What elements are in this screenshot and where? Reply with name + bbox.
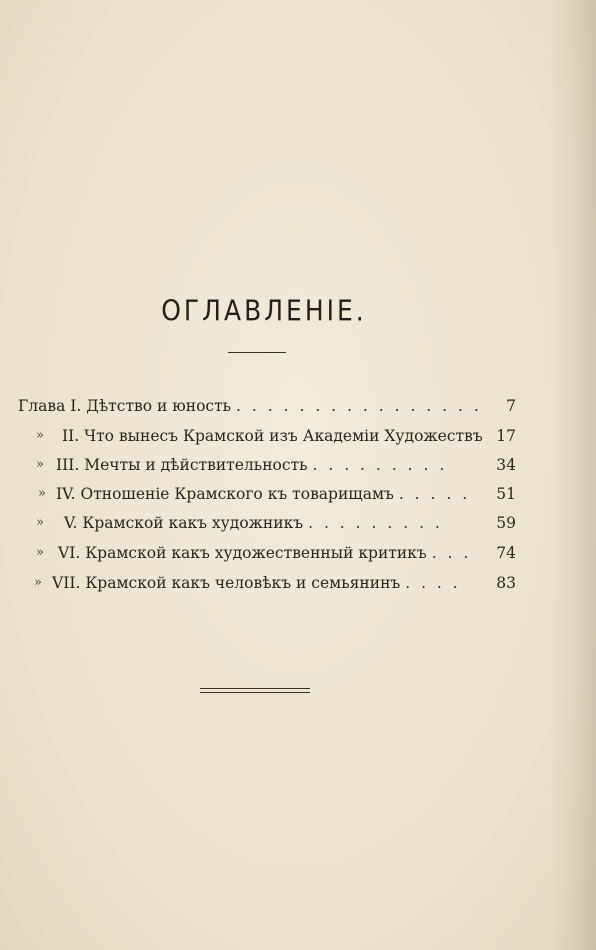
ditto-mark: » — [34, 575, 42, 590]
page-edge-shadow — [550, 0, 596, 950]
toc-chapter-title: Дѣтство и юность — [86, 397, 232, 415]
toc-leader-dots: . . . — [431, 544, 472, 562]
toc-page-number: 83 — [496, 574, 516, 592]
toc-chapter-label: III. — [56, 456, 80, 474]
toc-entry — [38, 480, 516, 508]
toc-entry — [34, 569, 516, 597]
toc-chapter-label: IV. — [56, 485, 76, 503]
toc-chapter-label: Глава I. — [18, 397, 82, 415]
toc-chapter-label: V. — [64, 514, 78, 532]
toc-chapter-title: Крамской какъ художникъ — [82, 514, 304, 532]
toc-chapter-title: Мечты и дѣйствительность — [84, 456, 308, 474]
toc-chapter-title: Крамской какъ художественный критикъ — [85, 544, 427, 562]
toc-leader-dots: . . . . — [405, 574, 461, 592]
toc-entry — [36, 451, 516, 479]
ditto-mark: » — [36, 515, 44, 530]
page-title: ОГЛАВЛЕНІЕ. — [161, 293, 367, 328]
toc-leader-dots: . . . . . . . . . — [312, 456, 448, 474]
ditto-mark: » — [36, 545, 44, 560]
ditto-mark: » — [36, 428, 44, 443]
toc-entry — [36, 539, 516, 567]
toc-page-number: 17 — [496, 427, 516, 445]
toc-page-number: 59 — [496, 514, 516, 532]
toc-chapter-label: VII. — [52, 574, 81, 592]
title-divider — [228, 352, 286, 353]
toc-leader-dots: . . . . . . . . . — [308, 514, 443, 532]
toc-page-number: 7 — [506, 397, 516, 415]
toc-page-number: 34 — [496, 456, 516, 474]
toc-page-number: 51 — [496, 485, 516, 503]
toc-leader-dots: . . . . . — [398, 485, 471, 503]
ditto-mark: » — [36, 457, 44, 472]
toc-chapter-label: II. — [62, 427, 80, 445]
closing-divider — [200, 688, 310, 693]
toc-chapter-title: Что вынесъ Крамской изъ Академіи Художествъ — [84, 427, 483, 445]
ditto-mark: » — [38, 486, 46, 501]
toc-page-number: 74 — [496, 544, 516, 562]
toc-chapter-label: VI. — [58, 544, 81, 562]
toc-entry — [18, 392, 516, 420]
toc-entry — [36, 422, 516, 450]
toc-chapter-title: Крамской какъ человѣкъ и семьянинъ — [85, 574, 401, 592]
toc-chapter-title: Отношеніе Крамского къ товарищамъ — [80, 485, 394, 503]
toc-entry — [36, 509, 516, 537]
toc-leader-dots: . . . . . . . . . . . . . . . . — [236, 397, 482, 415]
